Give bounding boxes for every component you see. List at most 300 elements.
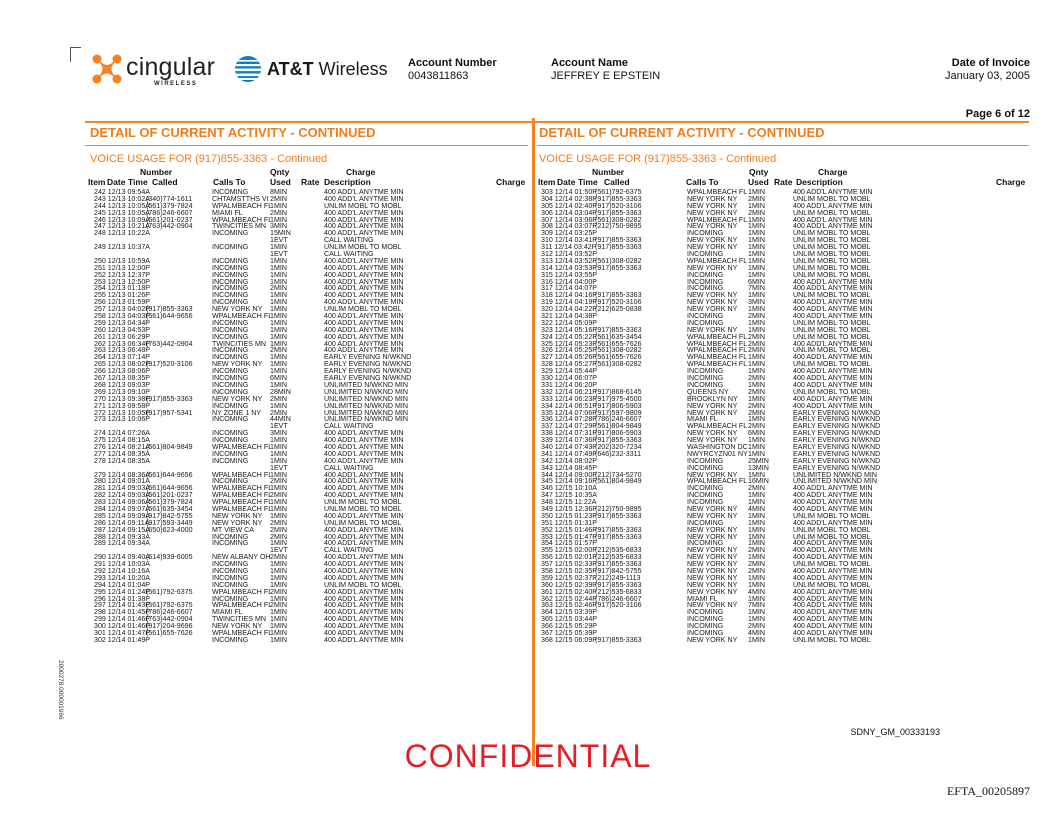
row-description: 400 ADD'L ANYTME MIN xyxy=(324,622,404,631)
row-description: UNLIM MOBL TO MOBL xyxy=(793,580,871,589)
row-qnty-used: 1MIN xyxy=(270,312,287,321)
row-calls-to: WPALMBEACH FL xyxy=(687,346,748,355)
row-calls-to: INCOMING xyxy=(212,436,249,445)
col-charge: Charge xyxy=(496,177,526,187)
row-item-datetime: 357 12/15 02:33P xyxy=(541,560,598,569)
row-calls-to: INCOMING xyxy=(687,380,724,389)
row-qnty-used: 3MIN xyxy=(748,298,765,307)
table-row xyxy=(541,492,1027,499)
account-number-value: 0043811863 xyxy=(408,70,469,82)
row-number-called: (917)806-5903 xyxy=(595,401,642,410)
row-calls-to: MIAMI FL xyxy=(687,415,718,424)
row-qnty-used: 1MIN xyxy=(270,511,287,520)
row-calls-to: WPALMBEACH FL xyxy=(687,360,748,369)
row-description: 400 ADD'L ANYTME MIN xyxy=(324,284,404,293)
row-calls-to: INCOMING xyxy=(212,560,249,569)
row-calls-to: NEW YORK NY xyxy=(687,208,738,217)
row-qnty-used: 2MIN xyxy=(748,339,765,348)
row-item-datetime: 340 12/14 07:43P xyxy=(541,442,598,451)
col-called: Called xyxy=(604,177,630,187)
row-item-datetime: 348 12/15 11:22A xyxy=(541,498,597,507)
table-row xyxy=(541,451,1027,458)
cingular-wireless-label: WIRELESS xyxy=(154,81,198,87)
row-item-datetime: 362 12/15 02:44P xyxy=(541,594,598,603)
table-row xyxy=(94,540,526,547)
row-description: 400 ADD'L ANYTME MIN xyxy=(324,442,404,451)
row-calls-to: INCOMING xyxy=(212,243,249,252)
row-number-called: (917)855-3363 xyxy=(595,291,642,300)
row-qnty-used: 2MIN xyxy=(270,518,287,527)
row-number-called: (561)308-0282 xyxy=(595,215,642,224)
row-qnty-used: 2MIN xyxy=(270,284,287,293)
row-calls-to: INCOMING xyxy=(212,573,249,582)
table-row xyxy=(94,382,526,389)
row-item-datetime: 252 12/13 12:37P xyxy=(94,270,151,279)
row-qnty-used: 2MIN xyxy=(748,387,765,396)
row-number-called: (561)308-0282 xyxy=(595,360,642,369)
col-calls-to: Calls To xyxy=(686,177,719,187)
row-description: 400 ADD'L ANYTME MIN xyxy=(793,566,873,575)
row-description: 400 ADD'L ANYTME MIN xyxy=(324,429,404,438)
row-description: EARLY EVENING N/WKND xyxy=(793,456,881,465)
row-item-datetime: 341 12/14 07:49P xyxy=(541,449,598,458)
row-item-datetime: 320 12/14 04:22P xyxy=(541,305,598,314)
row-calls-to: INCOMING xyxy=(212,539,249,548)
row-calls-to: WPALMBEACH FL xyxy=(212,484,273,493)
row-qnty-used: 1MIN xyxy=(748,470,765,479)
row-calls-to: TWINCITIES MN xyxy=(212,339,266,348)
row-qnty-used: 1MIN xyxy=(270,332,287,341)
row-number-called: (561)792-6375 xyxy=(146,601,193,610)
row-item-datetime: 283 12/14 09:06A xyxy=(94,498,151,507)
account-name-value: JEFFREY E EPSTEIN xyxy=(551,70,661,82)
table-row xyxy=(94,272,526,279)
row-qnty-used: 1MIN xyxy=(748,291,765,300)
row-description: 400 ADD'L ANYTME MIN xyxy=(793,222,873,231)
col-rate: Rate xyxy=(774,177,793,187)
row-number-called: (561)804-9849 xyxy=(595,422,642,431)
row-description: 400 ADD'L ANYTME MIN xyxy=(324,511,404,520)
row-item-datetime: 352 12/15 01:46P xyxy=(541,525,598,534)
table-row xyxy=(94,589,526,596)
row-qnty-used: 1EVT xyxy=(270,546,288,555)
row-description: CALL WAITING xyxy=(324,236,374,245)
row-description: 400 ADD'L ANYTME MIN xyxy=(793,484,873,493)
row-calls-to: WPALMBEACH FL xyxy=(212,504,273,513)
row-calls-to: INCOMING xyxy=(212,387,249,396)
row-calls-to: INCOMING xyxy=(212,566,249,575)
row-number-called: (917)855-3363 xyxy=(595,208,642,217)
row-qnty-used: 1MIN xyxy=(748,553,765,562)
row-qnty-used: 1MIN xyxy=(270,270,287,279)
row-description: 400 ADD'L ANYTME MIN xyxy=(324,553,404,562)
col-item: Item xyxy=(88,177,106,187)
row-item-datetime: 317 12/14 04:07P xyxy=(541,284,598,293)
col-calls-to: Calls To xyxy=(213,177,246,187)
table-row xyxy=(94,237,526,244)
row-item-datetime: 346 12/15 10:10A xyxy=(541,484,598,493)
row-calls-to: MIAMI FL xyxy=(212,608,243,617)
table-row xyxy=(541,279,1027,286)
row-qnty-used: 1MIN xyxy=(748,243,765,252)
row-description: UNLIM MOBL TO MOBL xyxy=(793,270,871,279)
col-date: Date xyxy=(107,177,126,187)
row-calls-to: BROOKLYN NY xyxy=(687,394,738,403)
row-qnty-used: 1MIN xyxy=(748,360,765,369)
row-qnty-used: 1MIN xyxy=(748,498,765,507)
row-description: UNLIM MOBL TO MOBL xyxy=(793,360,871,369)
section-rule-right xyxy=(537,145,1029,146)
row-calls-to: WPALMBEACH FL xyxy=(212,587,273,596)
row-calls-to: INCOMING xyxy=(687,277,724,286)
row-item-datetime: 277 12/14 08:35A xyxy=(94,449,151,458)
row-calls-to: INCOMING xyxy=(687,463,724,472)
table-row xyxy=(94,430,526,437)
section-rule-left xyxy=(85,145,528,146)
row-calls-to: NEW YORK NY xyxy=(687,511,738,520)
col-charge-top: Charge xyxy=(818,167,848,177)
row-item-datetime: 336 12/14 07:28P xyxy=(541,415,598,424)
row-item-datetime: 276 12/14 08:21A xyxy=(94,442,151,451)
table-row xyxy=(94,327,526,334)
row-item-datetime: 313 12/14 03:52P xyxy=(541,256,598,265)
row-description: 400 ADD'L ANYTME MIN xyxy=(324,339,404,348)
row-item-datetime: 255 12/13 01:26P xyxy=(94,291,151,300)
table-row xyxy=(94,265,526,272)
table-row xyxy=(94,258,526,265)
row-calls-to: INCOMING xyxy=(687,608,724,617)
row-item-datetime: 258 12/13 04:03P xyxy=(94,312,151,321)
row-number-called: (561)201-0237 xyxy=(146,215,193,224)
row-description: 400 ADD'L ANYTME MIN xyxy=(793,305,873,314)
row-item-datetime: 273 12/13 10:06P xyxy=(94,415,151,424)
row-description: 400 ADD'L ANYTME MIN xyxy=(324,573,404,582)
row-description: 400 ADD'L ANYTME MIN xyxy=(324,194,404,203)
row-item-datetime: 299 12/14 01:46P xyxy=(94,615,151,624)
row-calls-to: INCOMING xyxy=(687,229,724,238)
row-item-datetime: 265 12/13 08:02P xyxy=(94,360,151,369)
row-description: 400 ADD'L ANYTME MIN xyxy=(793,201,873,210)
row-description: 400 ADD'L ANYTME MIN xyxy=(324,270,404,279)
row-item-datetime: 246 12/13 10:09A xyxy=(94,215,151,224)
row-qnty-used: 1MIN xyxy=(748,318,765,327)
row-description: 400 ADD'L ANYTME MIN xyxy=(793,573,873,582)
row-item-datetime: 321 12/14 04:38P xyxy=(541,312,598,321)
row-qnty-used: 2MIN xyxy=(270,408,287,417)
row-qnty-used: 1MIN xyxy=(270,243,287,252)
row-item-datetime: 249 12/13 10:37A xyxy=(94,243,151,252)
row-calls-to: WPALMBEACH FL xyxy=(687,477,748,486)
row-item-datetime: 333 12/14 06:23P xyxy=(541,394,598,403)
row-qnty-used: 6MIN xyxy=(270,374,287,383)
row-calls-to: NEW YORK NY xyxy=(687,546,738,555)
row-number-called: (917)855-3363 xyxy=(146,394,193,403)
row-calls-to: WPALMBEACH FL xyxy=(687,332,748,341)
row-item-datetime: 334 12/14 06:51P xyxy=(541,401,598,410)
row-qnty-used: 2MIN xyxy=(748,422,765,431)
row-qnty-used: 2MIN xyxy=(270,553,287,562)
table-row xyxy=(94,575,526,582)
table-row xyxy=(94,285,526,292)
row-number-called: (786)246-6607 xyxy=(595,594,642,603)
row-item-datetime: 349 12/15 12:36P xyxy=(541,504,598,513)
row-description: UNLIM MOBL TO MOBL xyxy=(793,325,871,334)
row-number-called: (561)635-3454 xyxy=(595,332,642,341)
table-row xyxy=(94,230,526,237)
row-item-datetime: 360 12/15 02:39P xyxy=(541,580,598,589)
row-description: UNLIM MOBL TO MOBL xyxy=(324,305,402,314)
row-item-datetime: 310 12/14 03:41P xyxy=(541,236,598,245)
att-wireless-logo xyxy=(234,55,388,85)
row-calls-to: NEW YORK NY xyxy=(687,532,738,541)
table-row xyxy=(541,458,1027,465)
row-description: 400 ADD'L ANYTME MIN xyxy=(324,312,404,321)
row-description: UNLIM MOBL TO MOBL xyxy=(793,194,871,203)
row-number-called: (212)535-6833 xyxy=(595,546,642,555)
table-row xyxy=(94,472,526,479)
row-description: 400 ADD'L ANYTME MIN xyxy=(793,215,873,224)
table-row xyxy=(94,451,526,458)
row-item-datetime: 287 12/14 09:15A xyxy=(94,525,151,534)
row-number-called: (763)442-0904 xyxy=(146,615,193,624)
table-row xyxy=(94,279,526,286)
row-calls-to: NEW YORK NY xyxy=(687,573,738,582)
row-description: 400 ADD'L ANYTME MIN xyxy=(324,277,404,286)
row-number-called: (212)535-6833 xyxy=(595,553,642,562)
row-qnty-used: 8MIN xyxy=(270,188,287,196)
column-divider xyxy=(532,118,535,766)
row-qnty-used: 1MIN xyxy=(748,250,765,259)
row-calls-to: INCOMING xyxy=(687,374,724,383)
row-calls-to: CHTAMSTTHS VI xyxy=(212,194,269,203)
row-description: 400 ADD'L ANYTME MIN xyxy=(793,284,873,293)
row-item-datetime: 354 12/15 01:57P xyxy=(541,539,598,548)
row-qnty-used: 1MIN xyxy=(748,608,765,617)
row-description: UNLIM MOBL TO MOBL xyxy=(793,387,871,396)
row-calls-to: INCOMING xyxy=(212,380,249,389)
row-item-datetime: 314 12/14 03:53P xyxy=(541,263,598,272)
row-number-called: (212)734-5270 xyxy=(595,470,642,479)
row-number-called: (646)232-3311 xyxy=(595,449,642,458)
row-item-datetime: 332 12/14 06:21P xyxy=(541,387,598,396)
row-item-datetime: 304 12/14 02:38P xyxy=(541,194,598,203)
row-calls-to: WPALMBEACH FL xyxy=(687,188,748,196)
row-qnty-used: 1MIN xyxy=(748,305,765,314)
row-description: EARLY EVENING N/WKND xyxy=(793,463,881,472)
row-number-called: (917)855-3363 xyxy=(595,194,642,203)
top-orange-rule xyxy=(85,121,1029,123)
row-qnty-used: 7MIN xyxy=(748,284,765,293)
row-item-datetime: 307 12/14 03:06P xyxy=(541,215,598,224)
row-calls-to: MT VIEW CA xyxy=(212,525,255,534)
row-description: 400 ADD'L ANYTME MIN xyxy=(324,188,404,196)
row-qnty-used: 1MIN xyxy=(270,401,287,410)
row-calls-to: NEW YORK NY xyxy=(687,601,738,610)
table-row xyxy=(94,244,526,251)
row-number-called: (561)635-3454 xyxy=(146,504,193,513)
row-item-datetime: 243 12/13 10:02A xyxy=(94,194,151,203)
row-qnty-used: 1MIN xyxy=(270,291,287,300)
row-item-datetime: 368 12/15 06:09P xyxy=(541,635,598,644)
row-number-called: (561)308-0282 xyxy=(595,346,642,355)
table-row xyxy=(94,375,526,382)
row-qnty-used: 2MIN xyxy=(270,394,287,403)
row-calls-to: INCOMING xyxy=(212,477,249,486)
table-row xyxy=(94,458,526,465)
table-row xyxy=(541,368,1027,375)
row-description: 400 ADD'L ANYTME MIN xyxy=(324,525,404,534)
row-qnty-used: 1MIN xyxy=(748,580,765,589)
row-qnty-used: 1MIN xyxy=(270,566,287,575)
row-item-datetime: 355 12/15 02:00P xyxy=(541,546,598,555)
row-calls-to: NEW YORK NY xyxy=(687,222,738,231)
row-number-called: (917)204-9696 xyxy=(146,622,193,631)
row-calls-to: WPALMBEACH FL xyxy=(212,312,273,321)
row-description: 400 ADD'L ANYTME MIN xyxy=(324,470,404,479)
row-item-datetime: 264 12/13 07:14P xyxy=(94,353,151,362)
row-item-datetime: 274 12/14 07:26A xyxy=(94,429,151,438)
row-description: 400 ADD'L ANYTME MIN xyxy=(793,298,873,307)
row-description: CALL WAITING xyxy=(324,463,374,472)
row-qnty-used: 1MIN xyxy=(270,215,287,224)
row-qnty-used: 2MIN xyxy=(748,401,765,410)
row-item-datetime: 288 12/14 09:33A xyxy=(94,532,151,541)
table-row xyxy=(94,561,526,568)
row-description: 400 ADD'L ANYTME MIN xyxy=(324,346,404,355)
row-qnty-used: 1MIN xyxy=(748,449,765,458)
row-qnty-used: 1MIN xyxy=(748,222,765,231)
row-qnty-used: 2MIN xyxy=(748,546,765,555)
table-row xyxy=(541,375,1027,382)
table-row xyxy=(541,478,1027,485)
row-qnty-used: 1MIN xyxy=(270,580,287,589)
row-description: UNLIM MOBL TO MOBL xyxy=(793,560,871,569)
row-description: UNLIMITED N/WKND MIN xyxy=(324,380,408,389)
row-item-datetime: 309 12/14 03:25P xyxy=(541,229,598,238)
col-qnty-top: Qnty xyxy=(270,167,290,177)
row-description: UNLIM MOBL TO MOBL xyxy=(793,318,871,327)
row-item-datetime: 294 12/14 01:04P xyxy=(94,580,151,589)
row-description: 400 ADD'L ANYTME MIN xyxy=(324,263,404,272)
row-qnty-used: 1MIN xyxy=(748,229,765,238)
row-number-called: (561)379-7824 xyxy=(146,498,193,507)
row-qnty-used: 1MIN xyxy=(270,573,287,582)
table-row xyxy=(541,623,1027,630)
row-calls-to: NEW YORK NY xyxy=(687,560,738,569)
row-description: EARLY EVENING N/WKND xyxy=(324,360,412,369)
row-calls-to: NEW YORK NY xyxy=(212,305,263,314)
row-qnty-used: 1MIN xyxy=(748,215,765,224)
row-number-called: (561)308-0282 xyxy=(595,256,642,265)
row-qnty-used: 1MIN xyxy=(748,532,765,541)
row-description: UNLIMITED N/WKND MIN xyxy=(793,477,877,486)
row-description: UNLIM MOBL TO MOBL xyxy=(793,236,871,245)
row-calls-to: WPALMBEACH FL xyxy=(687,339,748,348)
row-item-datetime: 250 12/13 10:59A xyxy=(94,256,151,265)
row-item-datetime: 311 12/14 03:42P xyxy=(541,243,597,252)
row-qnty-used: 1MIN xyxy=(748,539,765,548)
row-qnty-used: 1MIN xyxy=(748,511,765,520)
row-qnty-used: 4MIN xyxy=(748,504,765,513)
row-description: 400 ADD'L ANYTME MIN xyxy=(793,629,873,637)
row-item-datetime: 290 12/14 09:40A xyxy=(94,553,151,562)
row-description: 400 ADD'L ANYTME MIN xyxy=(324,436,404,445)
row-description: 400 ADD'L ANYTME MIN xyxy=(324,608,404,617)
row-calls-to: NEW YORK NY xyxy=(687,470,738,479)
table-row xyxy=(94,313,526,320)
row-qnty-used: 1MIN xyxy=(748,594,765,603)
row-qnty-used: 7MIN xyxy=(748,601,765,610)
row-qnty-used: 1MIN xyxy=(270,470,287,479)
col-charge: Charge xyxy=(996,177,1026,187)
row-qnty-used: 1MIN xyxy=(270,436,287,445)
row-description: UNLIMITED N/WKND MIN xyxy=(324,401,408,410)
row-qnty-used: 1MIN xyxy=(270,560,287,569)
row-description: 400 ADD'L ANYTME MIN xyxy=(793,491,873,500)
row-calls-to: INCOMING xyxy=(212,353,249,362)
row-qnty-used: 16MIN xyxy=(748,477,769,486)
row-qnty-used: 15MIN xyxy=(270,229,291,238)
row-item-datetime: 351 12/15 01:31P xyxy=(541,518,598,527)
row-item-datetime: 282 12/14 09:03A xyxy=(94,491,151,500)
row-qnty-used: 13MIN xyxy=(748,463,769,472)
row-number-called: (917)855-3363 xyxy=(595,263,642,272)
col-used: Used xyxy=(270,177,291,187)
row-number-called: (917)520-3106 xyxy=(595,201,642,210)
row-calls-to: INCOMING xyxy=(687,498,724,507)
row-calls-to: INCOMING xyxy=(212,594,249,603)
table-row xyxy=(541,616,1027,623)
row-description: 400 ADD'L ANYTME MIN xyxy=(793,188,873,196)
row-number-called: (917)855-3363 xyxy=(146,305,193,314)
row-qnty-used: 1EVT xyxy=(270,250,288,259)
section-title-right: DETAIL OF CURRENT ACTIVITY - CONTINUED xyxy=(539,125,825,140)
col-item: Item xyxy=(538,177,556,187)
row-qnty-used: 2MIN xyxy=(748,332,765,341)
invoice-date-block xyxy=(945,57,1030,83)
row-description: 400 ADD'L ANYTME MIN xyxy=(793,367,873,376)
row-calls-to: WPALMBEACH FL xyxy=(212,629,273,637)
col-time: Time xyxy=(578,177,598,187)
row-item-datetime: 269 12/13 09:10P xyxy=(94,387,151,396)
row-description: 400 ADD'L ANYTME MIN xyxy=(324,456,404,465)
row-description: EARLY EVENING N/WKND xyxy=(793,408,881,417)
table-row xyxy=(94,251,526,258)
row-qnty-used: 1MIN xyxy=(270,277,287,286)
row-description: 400 ADD'L ANYTME MIN xyxy=(324,594,404,603)
row-number-called: (763)442-0904 xyxy=(146,339,193,348)
row-description: UNLIMITED N/WKND MIN xyxy=(324,387,408,396)
row-qnty-used: 1MIN xyxy=(270,263,287,272)
row-description: 400 ADD'L ANYTME MIN xyxy=(324,587,404,596)
row-qnty-used: 1MIN xyxy=(748,525,765,534)
row-description: 400 ADD'L ANYTME MIN xyxy=(324,539,404,548)
row-qnty-used: 1MIN xyxy=(270,484,287,493)
row-calls-to: NEW ALBANY OH xyxy=(212,553,271,562)
row-item-datetime: 325 12/14 05:23P xyxy=(541,339,598,348)
row-qnty-used: 2MIN xyxy=(748,484,765,493)
row-calls-to: NEW YORK NY xyxy=(687,436,738,445)
row-qnty-used: 1MIN xyxy=(270,305,287,314)
row-qnty-used: 1MIN xyxy=(748,415,765,424)
row-description: 400 ADD'L ANYTME MIN xyxy=(324,615,404,624)
row-item-datetime: 275 12/14 08:15A xyxy=(94,436,151,445)
row-qnty-used: 1MIN xyxy=(748,201,765,210)
row-description: UNLIM MOBL TO MOBL xyxy=(793,263,871,272)
table-row xyxy=(94,416,526,423)
row-calls-to: INCOMING xyxy=(212,318,249,327)
row-qnty-used: 3MIN xyxy=(270,429,287,438)
